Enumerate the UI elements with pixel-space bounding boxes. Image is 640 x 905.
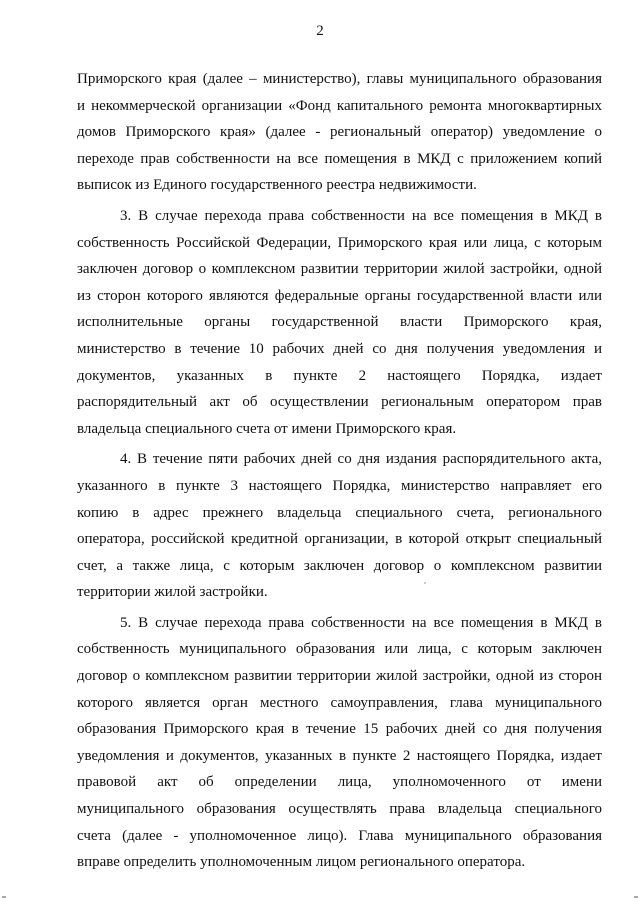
text-line: уведомления и документов, указанных в пункте 2 настоящего Порядка, издает [77, 747, 602, 764]
text-line: домов Приморского края» (далее - региональный оператор) уведомление о [77, 124, 602, 141]
text-line: Приморского края (далее – министерство), главы муниципального образования [77, 71, 602, 87]
text-line: договор о комплексном развитии территории жилой застройки, одной из сторон [77, 668, 602, 685]
text-line: образования Приморского края в течение 15 рабочих дней со дня получения [77, 721, 602, 738]
page-number: 2 [316, 23, 324, 39]
text-line: 4. В течение пяти рабочих дней со дня издания распорядительного акта, [120, 451, 602, 468]
text-line: оператора, российской кредитной организации, в которой открыт специальный [77, 531, 602, 548]
text-line: распорядительный акт об осуществлении региональным оператором прав [77, 394, 602, 411]
text-line: и некоммерческой организации «Фонд капитального ремонта многоквартирных [77, 97, 602, 114]
text-line: 3. В случае перехода права собственности на все помещения в МКД в [120, 207, 602, 224]
text-line: территории жилой застройки. [77, 584, 268, 601]
text-line: муниципального образования осуществлять права владельца специального [77, 801, 602, 818]
text-line: документов, указанных в пункте 2 настоящего Порядка, издает [77, 367, 602, 384]
text-line: 5. В случае перехода права собственности на все помещения в МКД в [120, 614, 602, 631]
text-line: собственность Российской Федерации, Приморского края или лица, с которым [77, 234, 602, 251]
text-line: копию в адрес прежнего владельца специального счета, регионального [77, 504, 602, 521]
text-line: собственность муниципального образования или лица, с которым заключен [77, 641, 602, 658]
text-line: владельца специального счета от имени Приморского края. [77, 420, 457, 437]
text-line: счет, а также лица, с которым заключен договор о комплексном развитии [77, 557, 602, 574]
text-line: которого является орган местного самоуправления, глава муниципального [77, 694, 602, 711]
text-line: счета (далее - уполномоченное лицо). Глава муниципального образования [77, 827, 602, 844]
text-line: выписок из Единого государственного реестра недвижимости. [77, 177, 477, 194]
paragraph-continuation [77, 66, 602, 199]
text-line: переходе прав собственности на все помещения в МКД с приложением копий [77, 150, 602, 167]
paragraph-3 [77, 203, 602, 442]
text-line: правовой акт об определении лица, уполномоченного от имени [77, 774, 602, 791]
paragraph-4 [77, 446, 602, 606]
text-line: исполнительные органы государственной власти Приморского края, [77, 314, 602, 331]
text-line: указанного в пункте 3 настоящего Порядка, министерство направляет его [77, 477, 602, 494]
paragraph-5 [77, 610, 602, 876]
text-line: из сторон которого являются федеральные органы государственной власти или [77, 287, 602, 304]
text-line: вправе определить уполномоченным лицом регионального оператора. [77, 854, 526, 871]
document-body [77, 66, 602, 876]
text-line: министерство в течение 10 рабочих дней со дня получения уведомления и [77, 340, 602, 357]
text-line: заключен договор о комплексном развитии территории жилой застройки, одной [77, 261, 602, 278]
